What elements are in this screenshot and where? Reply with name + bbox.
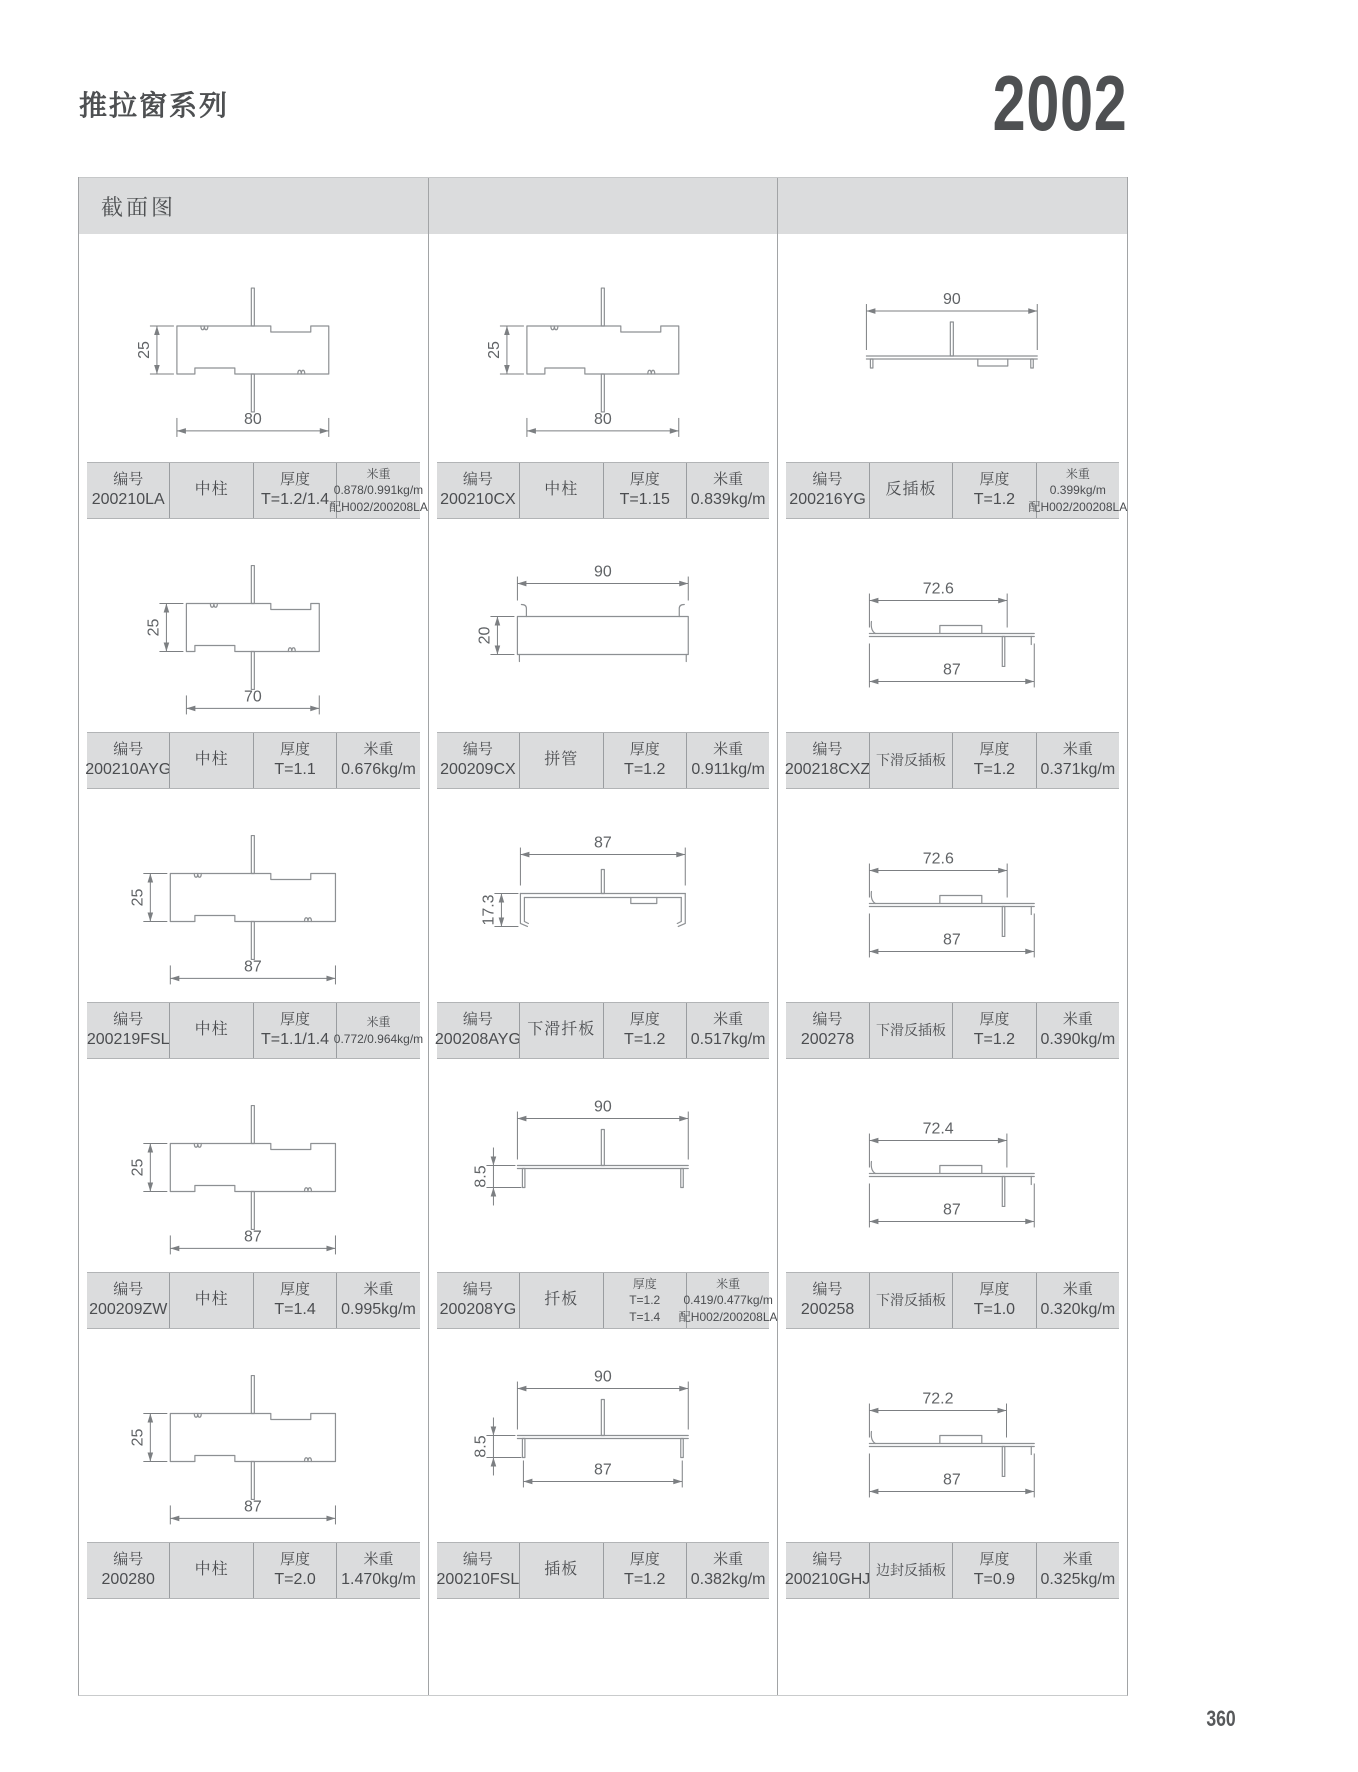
weight-cell-label: 米重 (713, 1551, 744, 1569)
thickness-cell-value: T=1.2 (973, 760, 1016, 778)
profile-row (79, 1059, 1127, 1329)
thickness-cell-value: T=1.15 (619, 490, 670, 508)
svg-text:25: 25 (135, 341, 153, 359)
thickness-cell (603, 733, 686, 788)
profile-data-strip (87, 1542, 420, 1599)
weight-cell (686, 733, 769, 788)
weight-cell-value: 0.772/0.964kg/m (333, 1031, 424, 1046)
weight-cell-label: 米重 (713, 741, 744, 759)
profile-data-strip (786, 1542, 1119, 1599)
profile-cell (428, 1329, 778, 1599)
profile-diagram (778, 1059, 1127, 1272)
name-cell-value: 插板 (544, 1561, 579, 1579)
name-cell (169, 733, 252, 788)
profile-cross-section (778, 1059, 1127, 1272)
table-header-row (79, 177, 1127, 234)
profile-cell (79, 789, 428, 1059)
code-cell (87, 1543, 169, 1598)
svg-text:8.5: 8.5 (472, 1165, 490, 1188)
weight-cell-label: 米重 (716, 1277, 741, 1292)
weight-cell-value: 0.839kg/m (690, 490, 766, 508)
code-cell (85, 733, 172, 788)
code-cell (786, 463, 868, 518)
svg-text:90: 90 (593, 1368, 612, 1386)
name-cell (869, 1003, 952, 1058)
profile-diagram (79, 789, 428, 1002)
svg-text:90: 90 (593, 563, 612, 581)
code-cell-value: 200219FSL (86, 1030, 170, 1048)
thickness-cell (253, 733, 336, 788)
svg-text:72.6: 72.6 (923, 850, 955, 868)
name-cell (169, 1543, 252, 1598)
profile-row (79, 1329, 1127, 1599)
thickness-cell (253, 1273, 336, 1328)
profile-cross-section (778, 519, 1127, 732)
weight-cell (1036, 1273, 1119, 1328)
svg-text:25: 25 (129, 888, 147, 907)
code-cell-value: 200210FSL (436, 1570, 520, 1588)
profile-cell (777, 1059, 1127, 1329)
profile-cross-section (79, 234, 428, 462)
weight-cell-value: 0.676kg/m (341, 760, 416, 778)
profile-diagram (778, 789, 1127, 1002)
profile-data-strip (437, 732, 770, 789)
svg-text:70: 70 (243, 688, 262, 706)
name-cell (869, 1273, 952, 1328)
weight-cell-label: 米重 (1065, 467, 1090, 482)
profile-cell (428, 519, 778, 789)
thickness-cell-label: 厚度 (629, 471, 660, 489)
thickness-cell-value: T=1.2 (973, 1030, 1016, 1048)
thickness-cell-label: 厚度 (979, 1011, 1010, 1029)
profile-cross-section (429, 1329, 778, 1542)
thickness-cell-label: 厚度 (632, 1277, 657, 1292)
name-cell-value: 中柱 (194, 1021, 229, 1039)
code-cell-label: 编号 (812, 1551, 843, 1569)
name-cell-value: 拼管 (544, 751, 579, 769)
weight-cell-label: 米重 (363, 1551, 394, 1569)
code-cell-value: 200218CXZ (784, 760, 871, 778)
svg-text:25: 25 (129, 1158, 147, 1177)
weight-cell-value: 0.911kg/m (691, 760, 765, 778)
table-filler-cell (79, 1599, 428, 1695)
table-header-cell (777, 178, 1127, 234)
weight-cell-value: 0.325kg/m (1040, 1570, 1116, 1588)
table-filler-cell (428, 1599, 778, 1695)
code-cell-label: 编号 (113, 471, 144, 489)
profile-row (79, 789, 1127, 1059)
thickness-cell-value: T=2.0 (274, 1570, 316, 1588)
profile-diagram (429, 789, 778, 1002)
svg-text:87: 87 (943, 661, 962, 679)
thickness-cell (253, 1543, 336, 1598)
thickness-cell (253, 463, 336, 518)
code-cell (87, 463, 169, 518)
weight-cell-label: 米重 (1062, 1011, 1093, 1029)
name-cell-value: 下滑扦板 (527, 1021, 596, 1039)
svg-text:87: 87 (943, 931, 962, 949)
name-cell-value: 下滑反插板 (875, 1292, 946, 1309)
name-cell-value: 中柱 (544, 481, 579, 499)
profile-cross-section (79, 519, 428, 732)
profile-diagram (778, 1329, 1127, 1542)
profile-cross-section (429, 789, 778, 1002)
code-cell-value: 200210AYG (85, 760, 172, 778)
weight-cell (336, 733, 419, 788)
profile-data-strip (786, 1002, 1119, 1059)
profile-cell (428, 1059, 778, 1329)
profile-cross-section (778, 789, 1127, 1002)
weight-cell-value: 配H002/200208LA (1028, 499, 1128, 514)
profile-cell (777, 234, 1127, 519)
code-cell-value: 200280 (101, 1570, 155, 1588)
code-cell-value: 200210CX (440, 490, 516, 508)
profile-data-strip (86, 1002, 424, 1059)
name-cell (519, 463, 602, 518)
name-cell-value: 边封反插板 (875, 1562, 946, 1579)
svg-text:72.2: 72.2 (922, 1390, 954, 1408)
svg-text:8.5: 8.5 (472, 1435, 490, 1458)
thickness-cell (603, 463, 686, 518)
name-cell (869, 1543, 952, 1598)
profile-cell (777, 519, 1127, 789)
svg-text:80: 80 (593, 410, 612, 428)
svg-text:87: 87 (943, 1201, 962, 1219)
name-cell-value: 下滑反插板 (875, 1022, 946, 1039)
svg-text:90: 90 (593, 1098, 612, 1116)
weight-cell-value: 0.399kg/m (1049, 483, 1106, 498)
svg-text:25: 25 (145, 618, 163, 637)
series-title: 推拉窗系列 (79, 90, 230, 121)
thickness-cell-label: 厚度 (629, 1011, 660, 1029)
svg-text:87: 87 (243, 1498, 262, 1516)
code-cell (87, 1273, 169, 1328)
code-cell (87, 1003, 169, 1058)
thickness-cell-label: 厚度 (629, 741, 660, 759)
name-cell (869, 733, 952, 788)
code-cell-value: 200216YG (789, 490, 866, 508)
name-cell (519, 1543, 602, 1598)
weight-cell (1036, 733, 1119, 788)
profile-data-strip (786, 462, 1128, 519)
thickness-cell-label: 厚度 (280, 1551, 311, 1569)
svg-text:87: 87 (593, 1461, 612, 1479)
name-cell-value: 中柱 (194, 1561, 229, 1579)
weight-cell-value: 配H002/200208LA (329, 499, 428, 514)
profile-data-strip (786, 1272, 1119, 1329)
svg-text:87: 87 (243, 1228, 262, 1246)
thickness-cell (952, 1543, 1035, 1598)
code-cell-value: 200208AYG (434, 1030, 521, 1048)
profile-data-strip (437, 1542, 770, 1599)
svg-text:25: 25 (485, 341, 503, 359)
profile-diagram (79, 1329, 428, 1542)
name-cell (869, 463, 952, 518)
svg-text:20: 20 (476, 626, 494, 645)
svg-text:80: 80 (243, 410, 262, 428)
code-cell-label: 编号 (113, 1551, 144, 1569)
code-cell-value: 200209CX (440, 760, 516, 778)
thickness-cell-value: T=1.2 (624, 1030, 666, 1048)
weight-cell-value: 0.517kg/m (690, 1030, 766, 1048)
thickness-cell-value: T=1.0 (973, 1300, 1016, 1318)
weight-cell (333, 1003, 424, 1058)
profile-cell (777, 1329, 1127, 1599)
weight-cell-label: 米重 (713, 471, 744, 489)
thickness-cell-value: T=1.1/1.4 (261, 1030, 330, 1048)
code-cell-label: 编号 (462, 1551, 493, 1569)
profile-cross-section (778, 234, 1127, 462)
weight-cell-label: 米重 (366, 467, 391, 482)
weight-cell-value: 0.878/0.991kg/m (333, 483, 424, 498)
name-cell-value: 下滑反插板 (875, 752, 946, 769)
thickness-cell-label: 厚度 (979, 1551, 1010, 1569)
name-cell (519, 1003, 602, 1058)
profile-data-strip (437, 1272, 778, 1329)
thickness-cell (952, 463, 1035, 518)
code-cell (437, 1543, 519, 1598)
profile-cell (79, 519, 428, 789)
profile-data-strip (87, 732, 420, 789)
weight-cell-label: 米重 (363, 741, 394, 759)
thickness-cell (952, 1273, 1035, 1328)
weight-cell-label: 米重 (366, 1015, 391, 1030)
profile-cell (79, 1329, 428, 1599)
thickness-cell-label: 厚度 (979, 741, 1010, 759)
name-cell-value: 扦板 (544, 1291, 579, 1309)
profile-data-strip (87, 462, 428, 519)
profile-diagram (429, 1329, 778, 1542)
model-number: 2002 (993, 59, 1128, 147)
thickness-cell-value: T=1.2 (624, 1570, 666, 1588)
weight-cell-label: 米重 (713, 1011, 744, 1029)
code-cell (437, 463, 519, 518)
weight-cell-value: 配H002/200208LA (678, 1309, 778, 1324)
profile-cell (79, 1059, 428, 1329)
thickness-cell-label: 厚度 (280, 1281, 311, 1299)
profile-diagram (429, 519, 778, 732)
weight-cell-value: 0.382kg/m (690, 1570, 766, 1588)
profile-cross-section (429, 519, 778, 732)
page-number: 360 (1206, 1706, 1236, 1731)
name-cell (169, 463, 252, 518)
profile-data-strip (437, 462, 770, 519)
code-cell (784, 733, 871, 788)
code-cell-value: 200278 (800, 1030, 855, 1048)
name-cell-value: 中柱 (194, 481, 229, 499)
profile-diagram (778, 234, 1127, 462)
code-cell-label: 编号 (462, 1011, 493, 1029)
profile-diagram (429, 234, 778, 462)
profile-cross-section (429, 234, 778, 462)
profile-diagram (79, 234, 428, 462)
code-cell-label: 编号 (462, 741, 493, 759)
weight-cell-label: 米重 (363, 1281, 394, 1299)
name-cell-value: 反插板 (885, 481, 937, 499)
profile-cross-section (429, 1059, 778, 1272)
profile-cross-section (79, 789, 428, 1002)
thickness-cell-value: T=1.2 (624, 760, 666, 778)
weight-cell (686, 1543, 769, 1598)
code-cell (786, 1273, 868, 1328)
profile-diagram (79, 519, 428, 732)
profile-cell (777, 789, 1127, 1059)
weight-cell-value: 1.470kg/m (341, 1570, 416, 1588)
thickness-cell (952, 1003, 1035, 1058)
profile-cross-section (778, 1329, 1127, 1542)
profile-grid (79, 234, 1127, 1599)
thickness-cell-label: 厚度 (280, 1011, 311, 1029)
weight-cell-label: 米重 (1062, 741, 1093, 759)
thickness-cell-label: 厚度 (629, 1551, 660, 1569)
thickness-cell (603, 1003, 686, 1058)
name-cell-value: 中柱 (194, 751, 229, 769)
code-cell-value: 200208YG (439, 1300, 517, 1318)
profile-data-strip (87, 1272, 420, 1329)
thickness-cell-value: T=1.4 (629, 1309, 661, 1324)
svg-text:72.6: 72.6 (923, 580, 955, 598)
code-cell (437, 1273, 519, 1328)
svg-text:72.4: 72.4 (922, 1120, 955, 1138)
code-cell (434, 1003, 521, 1058)
code-cell-label: 编号 (812, 1281, 843, 1299)
weight-cell-value: 0.371kg/m (1040, 760, 1116, 778)
thickness-cell-value: T=1.4 (274, 1300, 316, 1318)
thickness-cell (253, 1003, 336, 1058)
name-cell (169, 1003, 252, 1058)
code-cell-label: 编号 (462, 1281, 493, 1299)
profile-diagram (778, 519, 1127, 732)
section-header-label: 截面图 (101, 194, 177, 220)
profile-cross-section (79, 1059, 428, 1272)
thickness-cell-value: T=1.1 (274, 760, 316, 778)
profile-data-strip (434, 1002, 770, 1059)
table-filler-cell (777, 1599, 1127, 1695)
profile-data-strip (786, 732, 1119, 789)
table-filler-row (79, 1599, 1127, 1695)
weight-cell-label: 米重 (1062, 1281, 1093, 1299)
thickness-cell (952, 733, 1035, 788)
thickness-cell-label: 厚度 (280, 471, 311, 489)
thickness-cell-value: T=1.2/1.4 (261, 490, 330, 508)
code-cell (437, 733, 519, 788)
profile-table (78, 177, 1128, 1696)
profile-cell (79, 234, 428, 519)
svg-text:87: 87 (243, 958, 262, 976)
weight-cell (329, 463, 428, 518)
profile-diagram (429, 1059, 778, 1272)
code-cell-label: 编号 (113, 1011, 144, 1029)
table-header-cell (428, 178, 778, 234)
svg-text:17.3: 17.3 (480, 894, 498, 926)
profile-cross-section (79, 1329, 428, 1542)
weight-cell (686, 463, 769, 518)
code-cell-value: 200210GHJ (784, 1570, 871, 1588)
profile-cell (428, 789, 778, 1059)
name-cell (519, 733, 602, 788)
weight-cell-value: 0.390kg/m (1040, 1030, 1116, 1048)
weight-cell-value: 0.995kg/m (341, 1300, 416, 1318)
thickness-cell-label: 厚度 (979, 1281, 1010, 1299)
weight-cell (1036, 1003, 1119, 1058)
thickness-cell-value: T=0.9 (973, 1570, 1016, 1588)
svg-text:87: 87 (943, 1471, 962, 1489)
svg-text:87: 87 (593, 834, 612, 852)
thickness-cell-label: 厚度 (280, 741, 311, 759)
code-cell (784, 1543, 871, 1598)
name-cell (169, 1273, 252, 1328)
thickness-cell-value: T=1.2 (973, 490, 1016, 508)
weight-cell (1028, 463, 1128, 518)
code-cell (786, 1003, 868, 1058)
weight-cell (686, 1003, 769, 1058)
weight-cell-label: 米重 (1062, 1551, 1093, 1569)
name-cell (519, 1273, 602, 1328)
code-cell-value: 200258 (800, 1300, 855, 1318)
code-cell-label: 编号 (113, 741, 144, 759)
code-cell-label: 编号 (462, 471, 493, 489)
thickness-cell (603, 1543, 686, 1598)
weight-cell (336, 1543, 419, 1598)
weight-cell (678, 1273, 778, 1328)
weight-cell-value: 0.320kg/m (1040, 1300, 1116, 1318)
profile-row (79, 234, 1127, 519)
weight-cell-value: 0.419/0.477kg/m (683, 1293, 773, 1308)
code-cell-label: 编号 (812, 1011, 843, 1029)
code-cell-label: 编号 (113, 1281, 144, 1299)
name-cell-value: 中柱 (194, 1291, 229, 1309)
svg-text:25: 25 (129, 1428, 147, 1447)
code-cell-value: 200209ZW (89, 1300, 168, 1318)
profile-cell (428, 234, 778, 519)
table-header-cell-section (79, 178, 428, 234)
code-cell-label: 编号 (812, 471, 843, 489)
code-cell-label: 编号 (812, 741, 843, 759)
weight-cell (336, 1273, 419, 1328)
thickness-cell (603, 1273, 686, 1328)
code-cell-value: 200210LA (91, 490, 165, 508)
thickness-cell-label: 厚度 (979, 471, 1010, 489)
thickness-cell-value: T=1.2 (629, 1293, 661, 1308)
profile-diagram (79, 1059, 428, 1272)
svg-text:90: 90 (943, 291, 962, 309)
profile-row (79, 519, 1127, 789)
weight-cell (1036, 1543, 1119, 1598)
